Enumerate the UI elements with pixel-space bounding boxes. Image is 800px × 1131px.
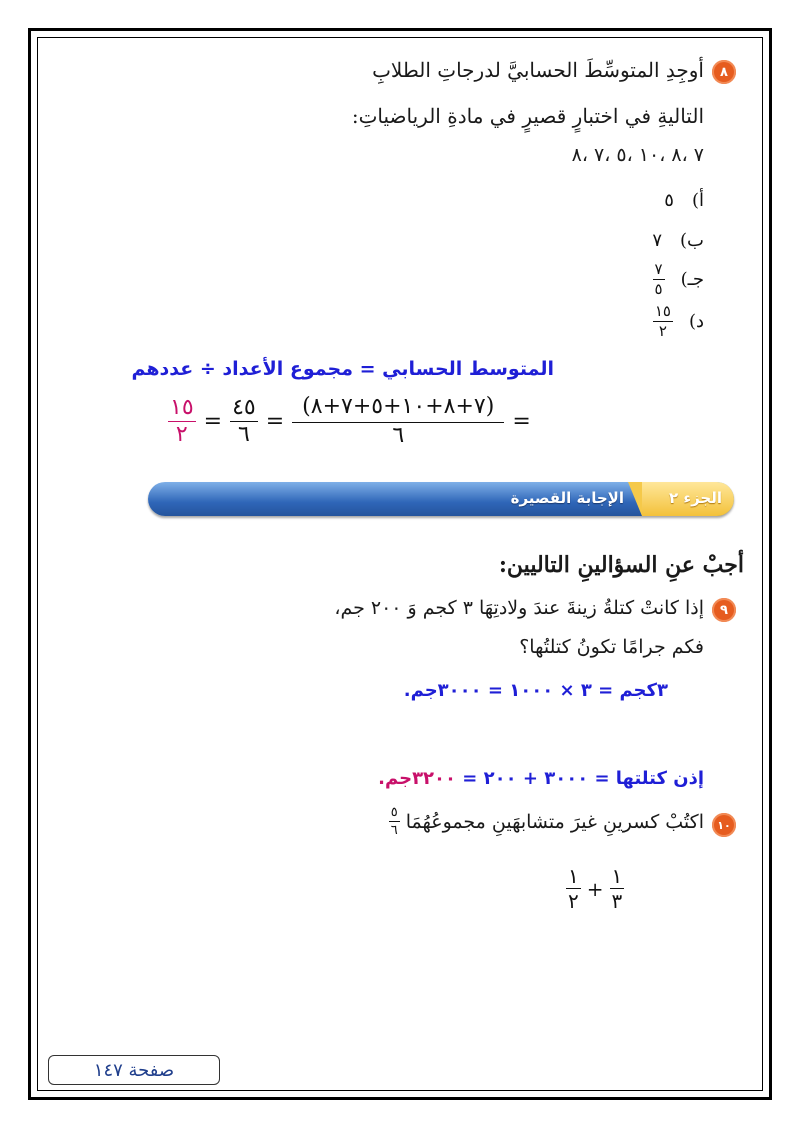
result-numerator: ١٥ [170,395,194,420]
result-denominator: ٢ [175,422,188,447]
option-c-fraction [653,262,665,297]
question-8-number-badge [712,60,736,84]
option-c-denominator: ٥ [654,280,663,298]
question-10-prompt [389,806,704,837]
equals-sign: = [512,409,531,434]
section-tab [642,482,734,516]
equals-sign: = [265,409,285,434]
option-b [652,230,704,251]
expression-denominator: ٦ [392,423,405,448]
question-9-line2: فكم جرامًا تكونُ كتلتُها؟ [519,636,704,658]
option-d-fraction [653,304,673,339]
question-10-text: اكتُبْ كسرينِ غيرَ متشابهَينِ مجموعُهُمَا [405,810,704,833]
option-d [653,304,704,339]
expression-numerator: (٧+٨+١٠+٥+٧+٨) [292,396,504,423]
target-numerator: ٥ [390,805,398,820]
option-c-numerator: ٧ [654,260,663,278]
option-d-denominator: ٢ [658,322,667,340]
question-10-answer [566,866,624,911]
answer-b-denominator: ٣ [611,889,623,913]
option-b-letter: ب) [680,230,704,251]
question-9-line1: إذا كانتْ كتلةُ زينةَ عندَ ولادتِهَا ٣ كجم وَ ٢٠٠ جم، [334,597,704,619]
sum-numerator: ٤٥ [232,395,256,420]
question-9-number: ٩ [720,602,728,618]
option-c [653,262,705,297]
mean-rule: المتوسط الحسابي = مجموع الأعداد ÷ عددهم [131,358,554,380]
question-9-number-badge [712,598,736,622]
option-d-letter: د) [688,311,704,332]
answer-fraction-a [566,866,581,911]
plus-sign: + [586,876,604,901]
mean-calculation [168,396,531,447]
answer-b-numerator: ١ [611,864,623,888]
option-b-value: ٧ [652,230,663,251]
page-number-badge [48,1055,220,1085]
answer-a-denominator: ٢ [568,889,579,913]
equals-sign: = [203,409,223,434]
page-number: صفحة ١٤٧ [93,1059,175,1081]
result-fraction [168,397,196,446]
sum-fraction [230,397,258,446]
expression-fraction [292,396,504,447]
answer-a-numerator: ١ [568,864,579,888]
answer-fraction-b [610,866,625,911]
question-9-work2 [378,768,704,789]
instruction: أجبْ عنِ السؤالينِ التاليين: [498,552,744,578]
section-title: الإجابة القصيرة [510,489,624,507]
sum-denominator: ٦ [237,422,250,447]
question-9-answer: ٣٢٠٠جم. [378,768,457,789]
section-tab-label: الجزء ٢ [669,489,722,507]
section-banner [148,482,734,516]
target-denominator: ٦ [390,823,398,838]
question-9-work2-prefix: إذن كتلتها = ٣٠٠٠ + ٢٠٠ = [456,768,704,789]
question-8-line2: التاليةِ في اختبارٍ قصيرٍ في مادةِ الرياضياتِ: [351,104,704,128]
option-a-letter: أ) [691,190,704,211]
question-10-number: ١٠ [717,818,731,832]
question-10-number-badge [712,813,736,837]
question-10-target-fraction [389,806,400,837]
question-9-work1: ٣كجم = ٣ × ١٠٠٠ = ٣٠٠٠جم. [403,680,668,701]
option-d-numerator: ١٥ [654,302,671,320]
option-a [664,190,704,211]
question-8-number: ٨ [720,64,728,80]
option-c-letter: جـ) [680,269,704,290]
option-a-value: ٥ [664,190,674,211]
question-8-data-list: ٧ ،٨ ،١٠ ،٥ ،٧ ،٨ [571,144,704,166]
question-8-line1: أوجِدِ المتوسِّطَ الحسابيَّ لدرجاتِ الطلابِ [372,58,704,82]
